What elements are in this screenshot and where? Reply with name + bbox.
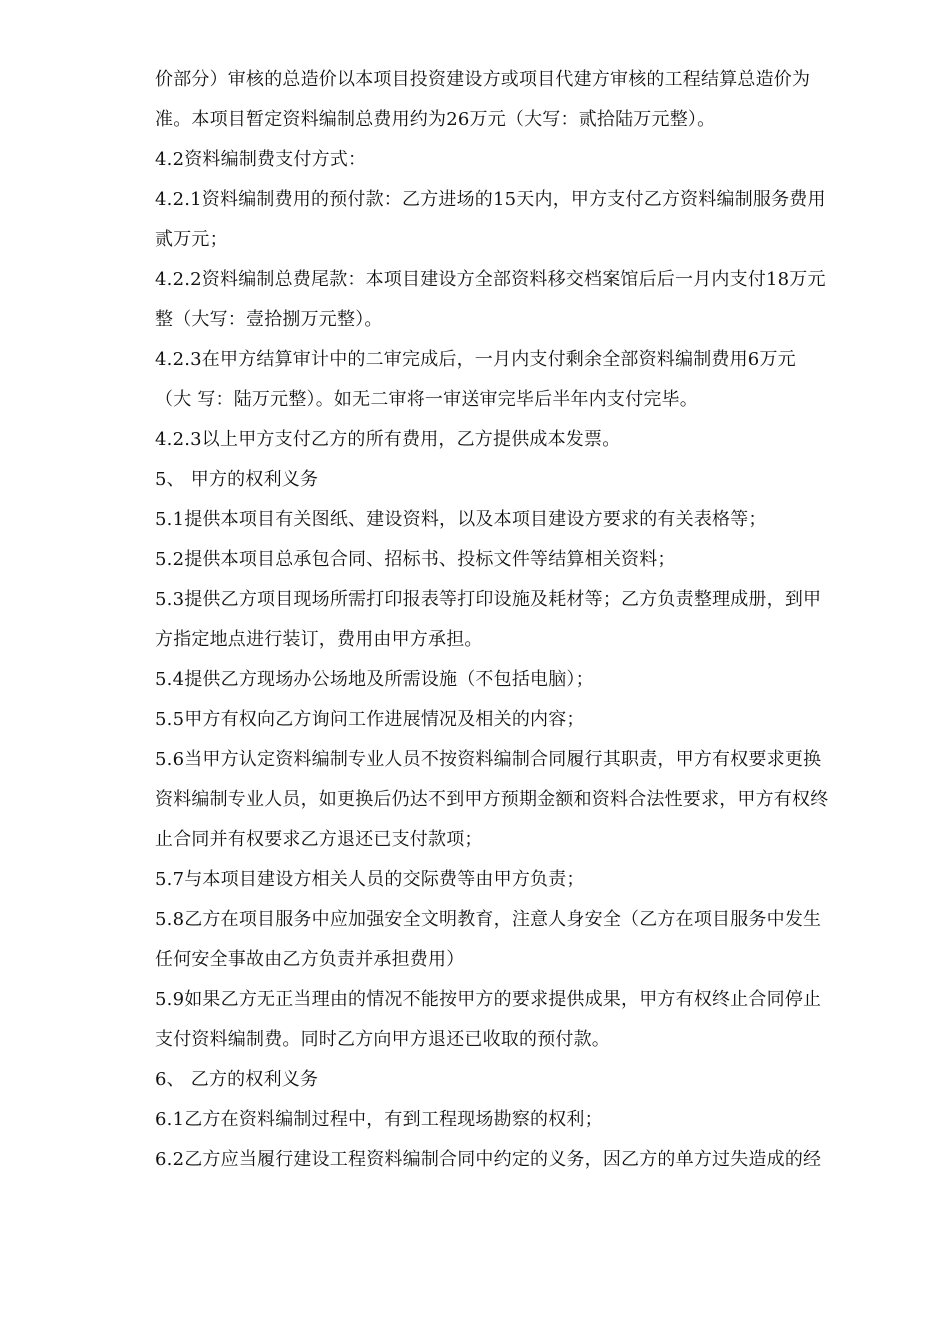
text-line: 准。本项目暂定资料编制总费用约为26万元（大写：贰拾陆万元整）。 xyxy=(155,109,716,130)
text-line: 5.4提供乙方现场办公场地及所需设施（不包括电脑）； xyxy=(155,669,594,690)
text-line: 止合同并有权要求乙方退还已支付款项； xyxy=(155,829,483,850)
text-line: 4.2.3以上甲方支付乙方的所有费用，乙方提供成本发票。 xyxy=(155,429,621,450)
text-line: 5.1提供本项目有关图纸、建设资料，以及本项目建设方要求的有关表格等； xyxy=(155,509,767,530)
text-line: 支付资料编制费。同时乙方向甲方退还已收取的预付款。 xyxy=(155,1029,610,1050)
text-line: 资料编制专业人员，如更换后仍达不到甲方预期金额和资料合法性要求，甲方有权终 xyxy=(155,789,829,810)
section-heading: 5、 甲方的权利义务 xyxy=(155,469,319,490)
text-line: 6.1乙方在资料编制过程中，有到工程现场勘察的权利； xyxy=(155,1109,603,1130)
text-line: 5.6当甲方认定资料编制专业人员不按资料编制合同履行其职责，甲方有权要求更换 xyxy=(155,749,822,770)
text-line: 5.7与本项目建设方相关人员的交际费等由甲方负责； xyxy=(155,869,585,890)
text-line: 5.2提供本项目总承包合同、招标书、投标文件等结算相关资料； xyxy=(155,549,676,570)
text-line: 价部分）审核的总造价以本项目投资建设方或项目代建方审核的工程结算总造价为 xyxy=(155,69,811,90)
text-line: 5.5甲方有权向乙方询问工作进展情况及相关的内容； xyxy=(155,709,585,730)
text-line: 5.8乙方在项目服务中应加强安全文明教育，注意人身安全（乙方在项目服务中发生 xyxy=(155,909,822,930)
text-line: 5.3提供乙方项目现场所需打印报表等打印设施及耗材等；乙方负责整理成册，到甲 xyxy=(155,589,822,610)
section-heading: 6、 乙方的权利义务 xyxy=(155,1069,319,1090)
document-body xyxy=(155,60,865,1180)
text-line: 整（大写：壹拾捌万元整）。 xyxy=(155,309,383,330)
section-heading: 4.2资料编制费支付方式： xyxy=(155,149,367,170)
text-line: 方指定地点进行装订，费用由甲方承担。 xyxy=(155,629,483,650)
text-line: 贰万元； xyxy=(155,229,228,250)
text-line: 5.9如果乙方无正当理由的情况不能按甲方的要求提供成果，甲方有权终止合同停止 xyxy=(155,989,822,1010)
text-line: （大 写：陆万元整）。如无二审将一审送审完毕后半年内支付完毕。 xyxy=(155,389,698,410)
text-line: 4.2.1资料编制费用的预付款：乙方进场的15天内，甲方支付乙方资料编制服务费用 xyxy=(155,189,826,210)
text-line: 4.2.3在甲方结算审计中的二审完成后，一月内支付剩余全部资料编制费用6万元 xyxy=(155,349,796,370)
text-line: 任何安全事故由乙方负责并承担费用） xyxy=(155,949,465,970)
text-line: 4.2.2资料编制总费尾款：本项目建设方全部资料移交档案馆后后一月内支付18万元 xyxy=(155,269,826,290)
text-line: 6.2乙方应当履行建设工程资料编制合同中约定的义务，因乙方的单方过失造成的经 xyxy=(155,1149,822,1170)
